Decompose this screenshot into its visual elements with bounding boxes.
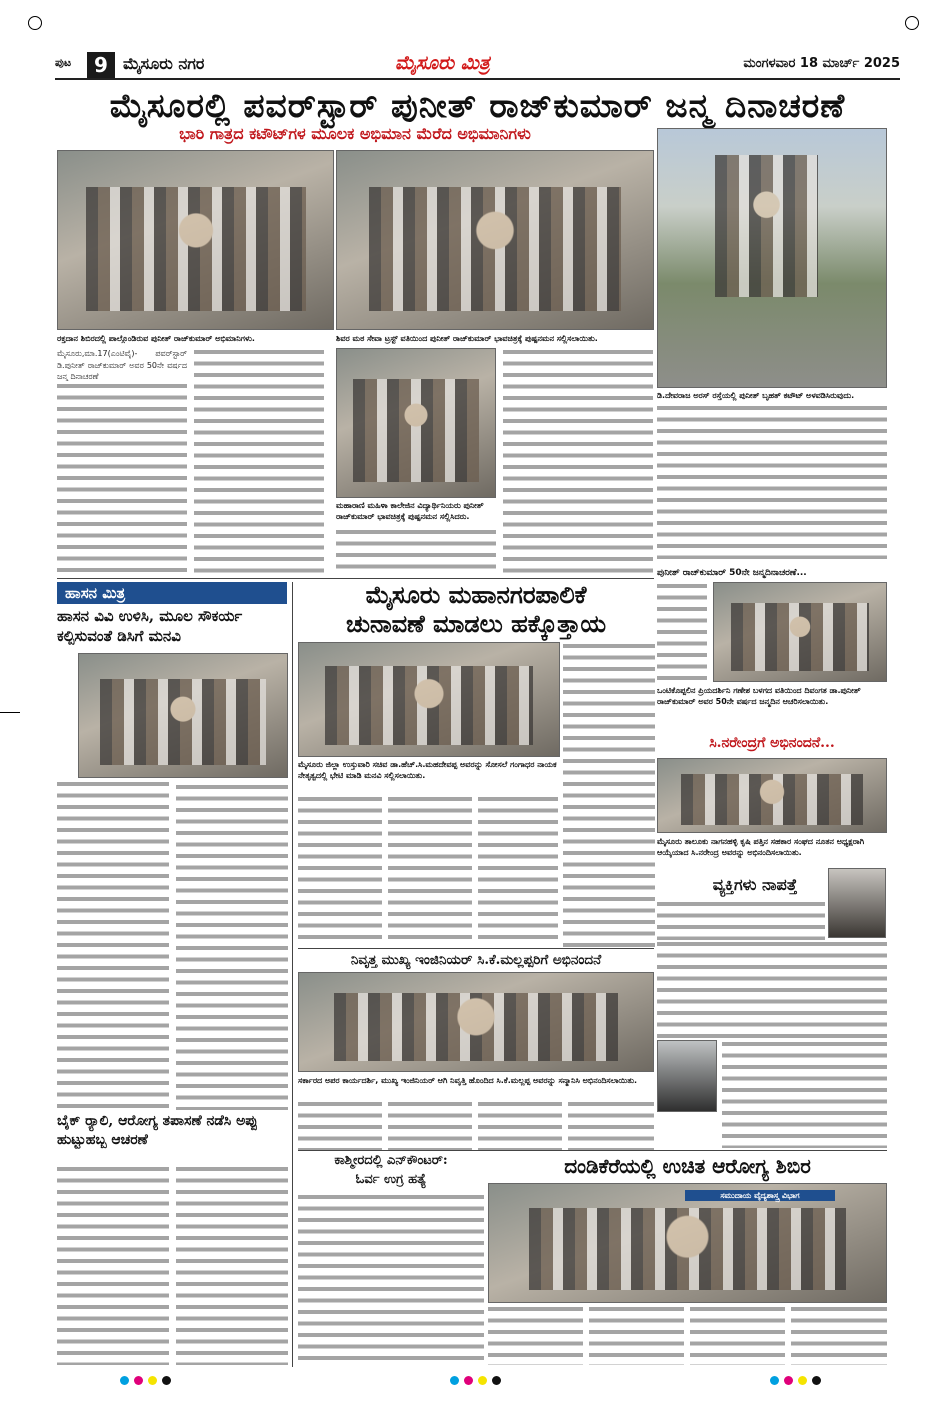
cutout-anniversary-label: ಪುನೀತ್ ರಾಜ್‌ಕುಮಾರ್ 50ನೇ ಜನ್ಮದಿನಾಚರಣೆ... bbox=[657, 568, 807, 578]
engineer-caption: ಸರ್ಕಾರದ ಅಪರ ಕಾರ್ಯದರ್ಶಿ, ಮುಖ್ಯ ಇಂಜಿನಿಯರ್ ಆಗಿ ನಿವೃತ್ತಿ ಹೊಂದಿದ ಸಿ.ಕೆ.ಮಲ್ಲಪ್ಪ ಅವರನ್ನು ಸನ್ಮಾನಿಸಿ ಅಭಿನಂದಿಸಲಾಯಿತು. bbox=[298, 1076, 638, 1085]
camp-body-col-2 bbox=[589, 1305, 684, 1365]
elections-headline-line-1: ಮೈಸೂರು ಮಹಾನಗರಪಾಲಿಕೆ bbox=[365, 580, 587, 609]
cutout-caption: ಡಿ.ದೇವರಾಜ ಅರಸ್ ರಸ್ತೆಯಲ್ಲಿ ಪುನೀತ್ ಬೃಹತ್ ಕಟೌಟ್ ಅಳವಡಿಸಿರುವುದು. bbox=[657, 391, 855, 400]
engineer-body-col-3 bbox=[478, 1100, 562, 1150]
color-dot-black bbox=[162, 1376, 171, 1385]
color-bar bbox=[120, 1376, 820, 1388]
lead-body-col-4 bbox=[503, 348, 653, 576]
blood-donation-photo bbox=[57, 150, 334, 330]
tribute-photo bbox=[336, 150, 654, 330]
engineer-photo bbox=[298, 972, 654, 1072]
page-header bbox=[55, 52, 900, 80]
camp-headline: ದಂಡಿಕೆರೆಯಲ್ಲಿ ಉಚಿತ ಆರೋಗ್ಯ ಶಿಬಿರ bbox=[564, 1154, 811, 1178]
lead-subhead: ಭಾರಿ ಗಾತ್ರದ ಕಟೌಟ್‌ಗಳ ಮೂಲಕ ಅಭಿಮಾನ ಮೆರೆದ ಅಭಿಮಾನಿಗಳು bbox=[179, 124, 531, 143]
registration-mark-top-right bbox=[905, 16, 919, 30]
elections-body-col-4 bbox=[478, 795, 558, 945]
registration-mark-top-left bbox=[28, 16, 42, 30]
lead-bottom-rule bbox=[57, 578, 654, 579]
elections-body-col-3 bbox=[388, 795, 472, 945]
color-dot-black-2 bbox=[492, 1376, 501, 1385]
bike-rally-body-col-1 bbox=[57, 1165, 169, 1365]
color-dot-magenta-2 bbox=[464, 1376, 473, 1385]
lead-dateline: ಮೈಸೂರು,ಮಾ.17(ಎಂಟಿವೈ)- ಪವರ್‌ಸ್ಟಾರ್ ಡಿ.ಪುನೀತ್ ರಾಜ್‌ಕುಮಾರ್ ಅವರ 50ನೇ ವರ್ಷದ ಜನ್ಮ ದಿನಾಚರಣೆ bbox=[57, 349, 187, 381]
missing-person-photo-2 bbox=[657, 1040, 717, 1112]
kashmir-top-rule bbox=[298, 1150, 887, 1151]
hassan-right-rule bbox=[292, 582, 293, 1367]
elections-body-col-1 bbox=[563, 642, 655, 947]
color-dot-cyan-2 bbox=[450, 1376, 459, 1385]
bike-rally-headline: ಬೈಕ್ ರ್‍ಯಾಲಿ, ಆರೋಗ್ಯ ತಪಾಸಣೆ ನಡೆಸಿ ಅಪ್ಪು ಹುಟ್ಟುಹಬ್ಬ ಆಚರಣೆ bbox=[57, 1113, 258, 1148]
lead-body-col-1 bbox=[57, 348, 187, 576]
color-dot-black-3 bbox=[812, 1376, 821, 1385]
section-name: ಮೈಸೂರು ನಗರ bbox=[123, 54, 205, 73]
camp-banner-text: ಸಮುದಾಯ ವೈದ್ಯಶಾಸ್ತ್ರ ವಿಭಾಗ bbox=[685, 1190, 835, 1201]
elections-photo bbox=[298, 642, 560, 757]
color-dot-yellow bbox=[148, 1376, 157, 1385]
engineer-body-col-1 bbox=[298, 1100, 382, 1150]
missing-persons-headline: ವ್ಯಕ್ತಿಗಳು ನಾಪತ್ತೆ bbox=[712, 875, 798, 894]
kashmir-body bbox=[298, 1193, 484, 1365]
lead-body-col-3 bbox=[336, 528, 496, 576]
kashmir-headline-line-2: ಓರ್ವ ಉಗ್ರ ಹತ್ಯೆ bbox=[355, 1172, 427, 1187]
lead-body-col-2 bbox=[194, 348, 324, 576]
color-dot-magenta-3 bbox=[784, 1376, 793, 1385]
lead-headline: ಮೈಸೂರಲ್ಲಿ ಪವರ್‌ಸ್ಟಾರ್ ಪುನೀತ್ ರಾಜ್‌ಕುಮಾರ್ ಜನ್ಮ ದಿನಾಚರಣೆ bbox=[109, 86, 846, 125]
kashmir-headline-line-1: ಕಾಶ್ಮೀರದಲ್ಲಿ ಎನ್‌ಕೌಂಟರ್: bbox=[334, 1153, 448, 1168]
students-caption: ಮಹಾರಾಣಿ ಮಹಿಳಾ ಕಾಲೇಜಿನ ವಿದ್ಯಾರ್ಥಿನಿಯರು ಪುನೀತ್ ರಾಜ್‌ಕುಮಾರ್ ಭಾವಚಿತ್ರಕ್ಕೆ ಪುಷ್ಪನಮನ ಸಲ್ಲಿಸಿದರು. bbox=[336, 501, 484, 521]
felicitation-headline: ಸಿ.ನರೇಂದ್ರಗೆ ಅಭಿನಂದನೆ... bbox=[709, 735, 835, 751]
color-dot-yellow-3 bbox=[798, 1376, 807, 1385]
camp-photo bbox=[488, 1183, 887, 1303]
side-small-col bbox=[657, 582, 707, 682]
color-dot-magenta bbox=[134, 1376, 143, 1385]
cake-cutting-photo bbox=[713, 582, 887, 682]
masthead-logo: ಮೈಸೂರು ಮಿತ್ರ bbox=[395, 52, 490, 74]
color-dot-cyan-3 bbox=[770, 1376, 779, 1385]
hassan-headline: ಹಾಸನ ವಿವಿ ಉಳಿಸಿ, ಮೂಲ ಸೌಕರ್ಯ ಕಲ್ಪಿಸುವಂತೆ ಡಿಸಿಗೆ ಮನವಿ bbox=[57, 607, 243, 645]
hassan-body-col-1 bbox=[57, 780, 169, 1110]
issue-date: ಮಂಗಳವಾರ 18 ಮಾರ್ಚ್ 2025 bbox=[743, 56, 900, 71]
camp-body-col-1 bbox=[488, 1305, 583, 1365]
hassan-box-title: ಹಾಸನ ಮಿತ್ರ bbox=[57, 582, 287, 604]
elections-caption: ಮೈಸೂರು ಜಿಲ್ಲಾ ಉಸ್ತುವಾರಿ ಸಚಿವ ಡಾ.ಹೆಚ್.ಸಿ.ಮಹದೇವಪ್ಪ ಅವರನ್ನು ಸೋಸಲೆ ಗಂಗಾಧರ ನಾಯಕ ನೇತೃತ್ವದಲ್ಲಿ ಭೇಟಿ ಮಾಡಿ ಮನವಿ ಸಲ್ಲಿಸಲಾಯಿತು. bbox=[298, 760, 557, 780]
cutout-photo bbox=[657, 128, 887, 388]
hassan-body-col-2 bbox=[176, 653, 288, 1110]
felicitation-caption: ಮೈಸೂರು ತಾಲೂಕು ನಾಗನಹಳ್ಳಿ ಕೃಷಿ ಪತ್ತಿನ ಸಹಕಾರ ಸಂಘದ ನೂತನ ಅಧ್ಯಕ್ಷರಾಗಿ ಆಯ್ಕೆಯಾದ ಸಿ.ನರೇಂದ್ರ ಅವರನ್ನು ಅಭಿನಂದಿಸಲಾಯಿತು. bbox=[657, 837, 865, 857]
missing-body-col-1 bbox=[657, 900, 825, 940]
page-label: ಪುಟ bbox=[55, 56, 72, 69]
color-dot-yellow-2 bbox=[478, 1376, 487, 1385]
elections-body-col-2 bbox=[298, 795, 382, 945]
lead-body-col-5 bbox=[657, 404, 887, 559]
camp-body-col-3 bbox=[690, 1305, 785, 1365]
students-photo bbox=[336, 348, 496, 498]
felicitation-photo bbox=[657, 758, 887, 833]
crop-mark-left bbox=[0, 712, 20, 713]
missing-body-col-3 bbox=[722, 1040, 887, 1148]
engineer-headline: ನಿವೃತ್ತ ಮುಖ್ಯ ಇಂಜಿನಿಯರ್ ಸಿ.ಕೆ.ಮಲ್ಲಪ್ಪರಿಗೆ ಅಭಿನಂದನೆ bbox=[350, 952, 602, 968]
elections-headline-line-2: ಚುನಾವಣೆ ಮಾಡಲು ಹಕ್ಕೊತ್ತಾಯ bbox=[345, 609, 607, 638]
tribute-caption: ಶಿವರ ಮಠ ಸೇವಾ ಟ್ರಸ್ಟ್ ವತಿಯಿಂದ ಪುನೀತ್ ರಾಜ್‌ಕುಮಾರ್ ಭಾವಚಿತ್ರಕ್ಕೆ ಪುಷ್ಪನಮನ ಸಲ್ಲಿಸಲಾಯಿತು. bbox=[336, 334, 598, 343]
color-dot-cyan bbox=[120, 1376, 129, 1385]
missing-body-col-2 bbox=[657, 940, 887, 1038]
missing-person-photo-1 bbox=[828, 868, 886, 938]
blood-donation-caption: ರಕ್ತದಾನ ಶಿಬಿರದಲ್ಲಿ ಪಾಲ್ಗೊಂಡಿರುವ ಪುನೀತ್ ರಾಜ್‌ಕುಮಾರ್ ಅಭಿಮಾನಿಗಳು. bbox=[57, 334, 255, 343]
cake-cutting-caption: ಒಂಟಿಕೊಪ್ಪಲಿನ ಪ್ರಿಯದರ್ಶಿನಿ ಗಣೇಶ ಬಳಗದ ವತಿಯಿಂದ ದಿವಂಗತ ಡಾ.ಪುನೀತ್ ರಾಜ್‌ಕುಮಾರ್ ಅವರ 50ನೇ ವರ್ಷದ ಜನ್ಮದಿನ ಆಚರಿಸಲಾಯಿತು. bbox=[657, 686, 861, 706]
engineer-body-col-4 bbox=[568, 1100, 654, 1150]
bike-rally-body-col-2 bbox=[176, 1165, 288, 1365]
camp-body-col-4 bbox=[791, 1305, 887, 1365]
engineer-body-col-2 bbox=[388, 1100, 472, 1150]
page-number: 9 bbox=[87, 52, 115, 78]
engineer-top-rule bbox=[298, 948, 654, 949]
